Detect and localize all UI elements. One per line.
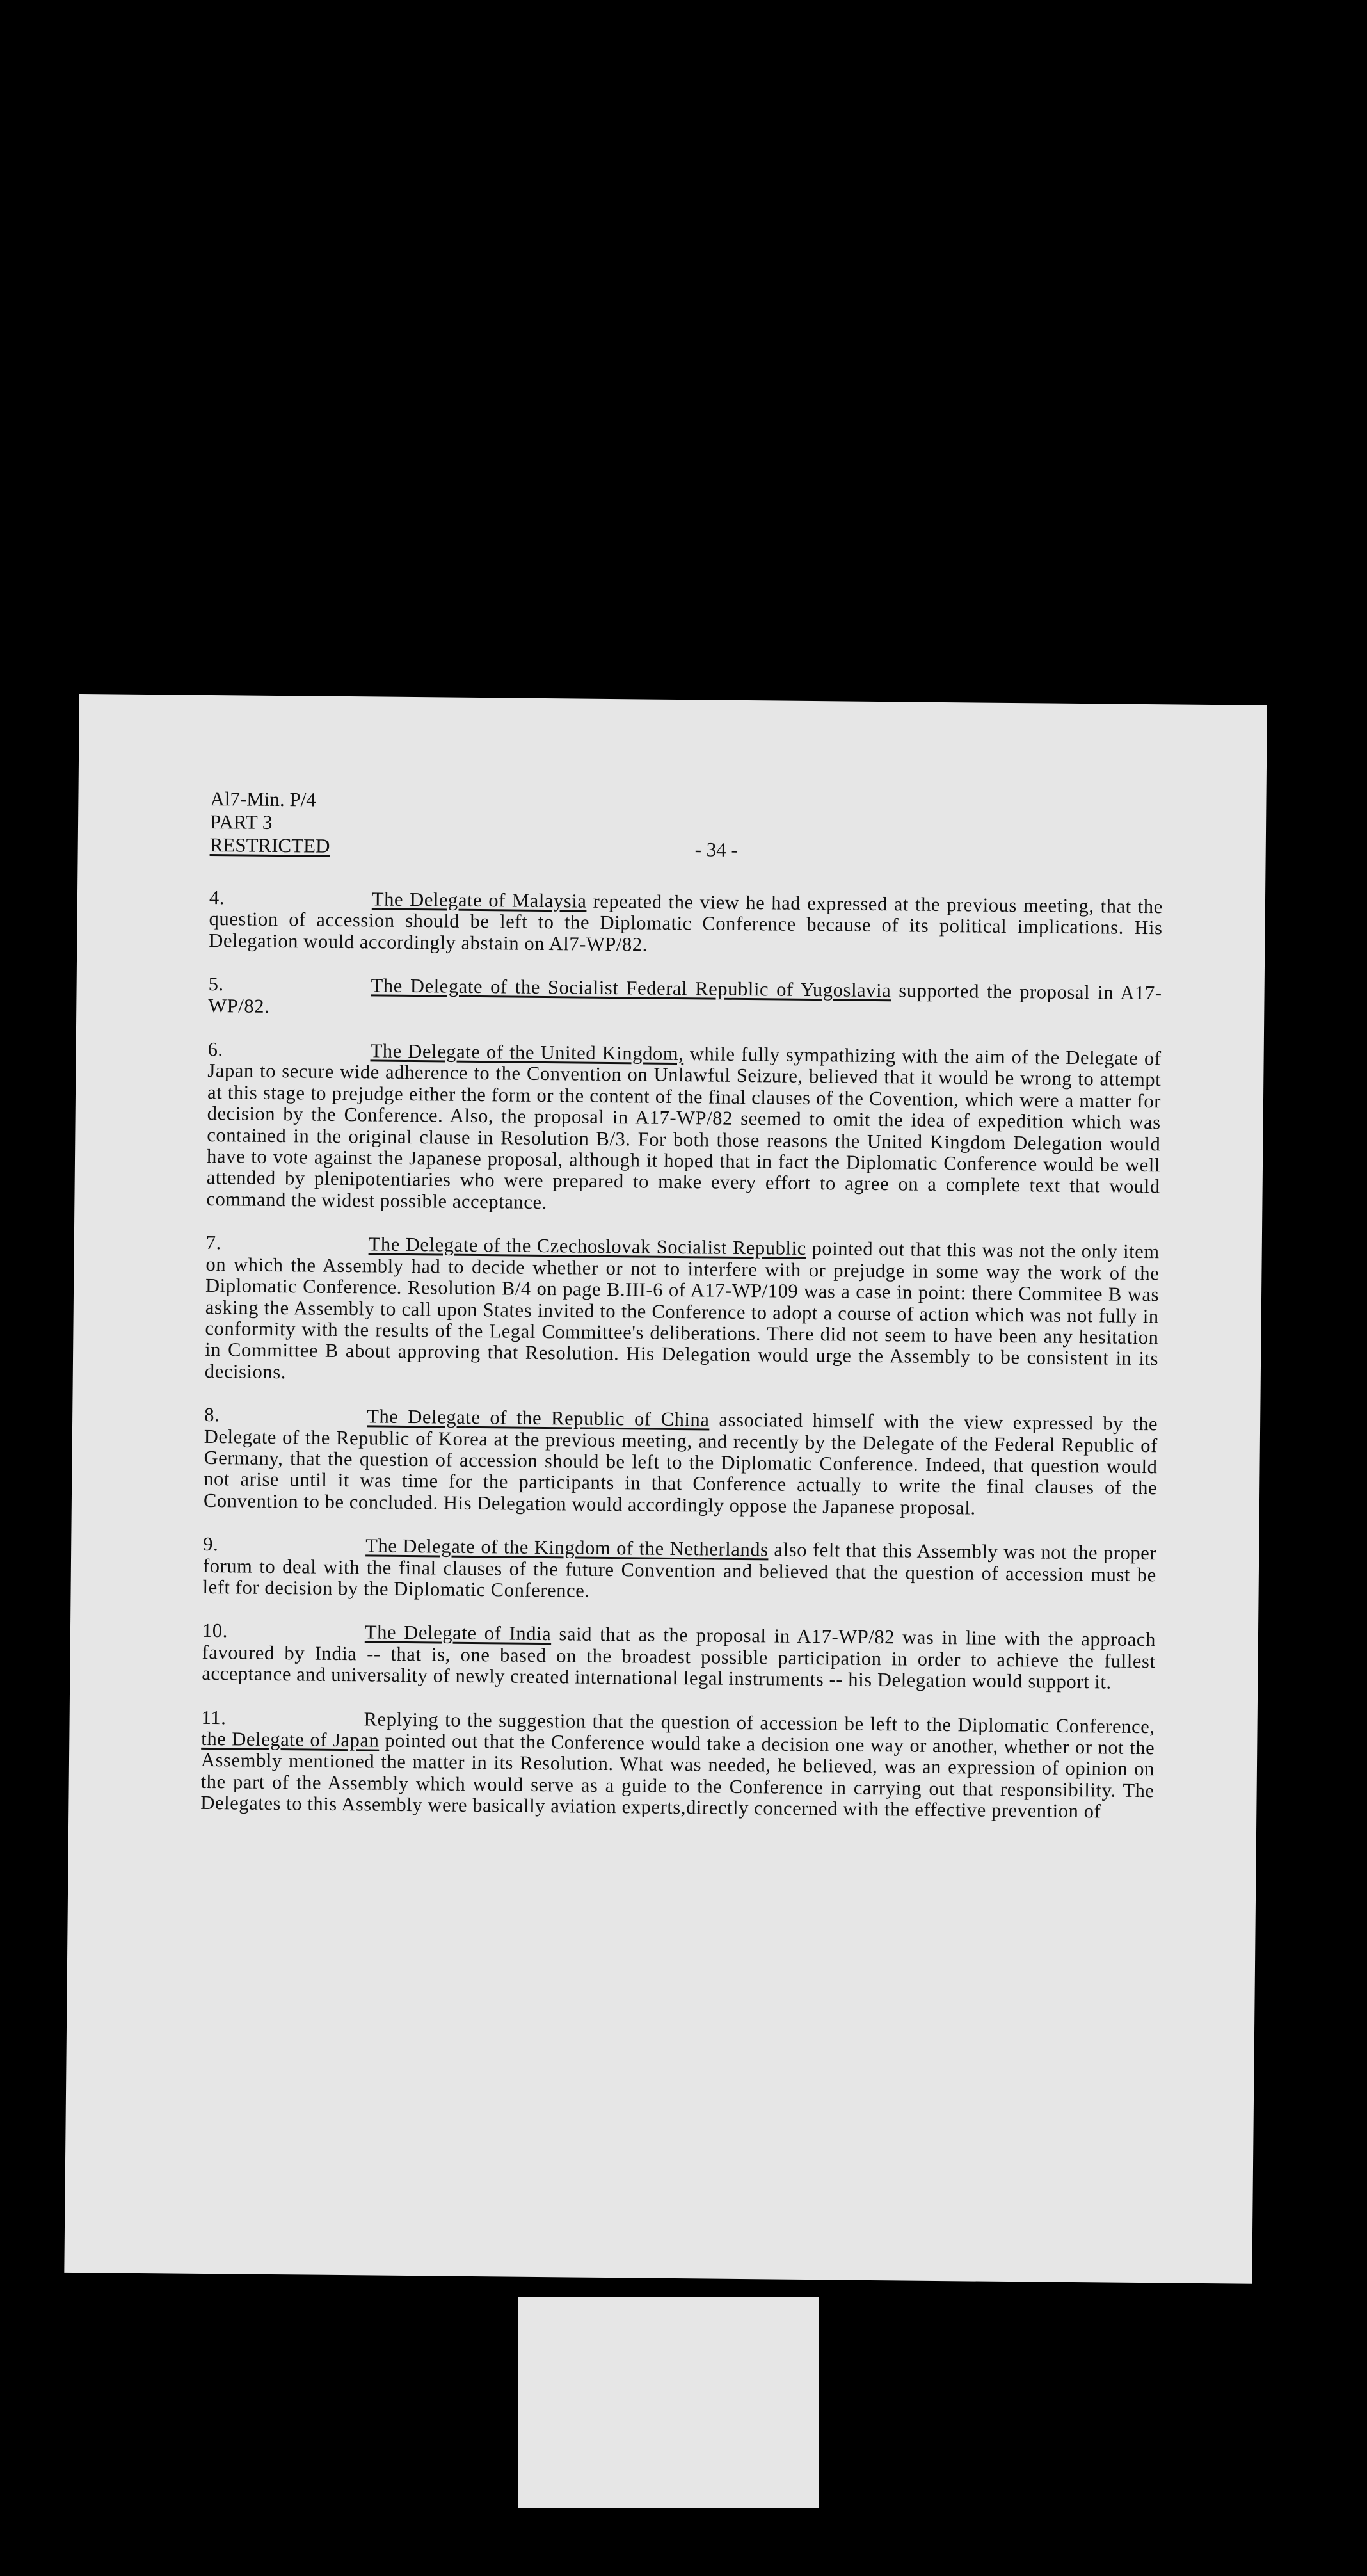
paragraph-6: [206, 1039, 1161, 1220]
paragraph-number: 9.: [203, 1533, 219, 1556]
paragraph-text: while fully sympathizing with the aim of the Delegate of Japan to secure wide adherence to the Convention on Unlawful Seizure, believed that it would be wrong to attempt at this stage to prejudge either the form or the content of the final clauses of the Covention, which were a matter for decision by the Conference. Also, the proposal in A17-WP/82 seemed to omit the idea of expedition which was contained in the original clause in Resolution B/3. For both those reasons the United Kingdom Delegation would have to vote against the Japanese proposal, although it hoped that in fact the Diplomatic Conference would be well attended by plenipotentiaries who were prepared to make every effort to agree on a complete text that would command the widest possible acceptance.: [206, 1043, 1162, 1213]
paragraph-4: [209, 887, 1163, 961]
blank-card: [518, 2297, 819, 2508]
paragraph-number: 7.: [205, 1232, 222, 1254]
speaker-name: The Delegate of the United Kingdom,: [370, 1040, 684, 1065]
paragraph-7: [205, 1232, 1160, 1391]
speaker-name: The Delegate of the Czechoslovak Socialist Republic: [368, 1233, 806, 1260]
paragraph-8: [204, 1405, 1158, 1520]
page-number: - 34 -: [694, 838, 739, 861]
paragraph-text: associated himself with the view expressed by the Delegate of the Republic of Korea at the previous meeting, and recently by the Delegate of the Federal Republic of Germany, that the question of accession should be left to the Diplomatic Conference. Indeed, that question would not arise until it was time for the participants in that Conference actually to write the final clauses of the Convention to be concluded. His Delegation would accordingly oppose the Japanese proposal.: [203, 1408, 1158, 1519]
paragraph-5: [208, 974, 1162, 1026]
speaker-name: The Delegate of Malaysia: [371, 888, 587, 912]
paragraph-text: pointed out that this was not the only item on which the Assembly had to decide whether or not to interfere with or prejudge in some way the work of the Diplomatic Conference. Resolution B/4 on page B.III-6 of A17-WP/109 was a case in point: there Commitee B was asking the Assembly to call upon States invited to the Conference to adopt a course of action which was not fully in conformity with the results of the Legal Committee's deliberations. There did not seem to have been any hesitation in Committee B about approving that Resolution. His Delegation would urge the Assembly to be consistent in its decisions.: [204, 1237, 1160, 1383]
minutes-body: [200, 887, 1163, 1846]
speaker-name: The Delegate of the Kingdom of the Netherlands: [365, 1534, 769, 1561]
paragraph-9: [202, 1534, 1156, 1607]
paragraph-number: 5.: [208, 973, 224, 995]
speaker-name: The Delegate of India: [364, 1621, 552, 1645]
speaker-name: the Delegate of Japan: [201, 1727, 380, 1751]
restricted-label: RESTRICTED: [209, 833, 330, 857]
document-reference: Al7-Min. P/4: [210, 787, 316, 811]
paragraph-number: 6.: [207, 1038, 223, 1061]
paragraph-11: [200, 1707, 1155, 1823]
paragraph-number: 10.: [202, 1620, 228, 1642]
document-part: PART 3: [209, 810, 273, 833]
paragraph-text: also felt that this Assembly was not the proper forum to deal with the final clauses of the future Convention and believed that the question of accession must be left for decision by the Diplomatic Conference.: [202, 1538, 1157, 1602]
document-page: [64, 694, 1267, 2284]
paragraph-text: repeated the view he had expressed at the previous meeting, that the question of accession should be left to the Diplomatic Conference because of its political implications. His Delegation would accordingly abstain on Al7-WP/82.: [209, 890, 1163, 956]
paragraph-number: 11.: [201, 1706, 227, 1728]
paragraph-text: supported the proposal in A17-WP/82.: [208, 979, 1162, 1017]
paragraph-text: said that as the proposal in A17-WP/82 was in line with the approach favoured by India -- that is, one based on the broadest possible participation in order to achieve the fullest acceptance and universality of newly created international legal instruments -- his Delegation would support it.: [202, 1623, 1156, 1693]
paragraph-text: pointed out that the Conference would take a decision one way or another, whether or not the Assembly mentioned the matter in its Resolution. What was needed, he believed, was an expression of opinion on the part of the Assembly which would serve as a guide to the Conference in carrying out that responsibility. The Delegates to this Assembly were basically aviation experts,directly concerned with the effective prevention of: [200, 1729, 1155, 1823]
speaker-name: The Delegate of the Republic of China: [367, 1405, 710, 1431]
document-header: [210, 787, 331, 858]
paragraph-10: [202, 1620, 1156, 1694]
paragraph-number: 4.: [209, 886, 225, 909]
paragraph-number: 8.: [204, 1404, 220, 1426]
paragraph-lead-text: Replying to the suggestion that the question of accession be left to the Diplomatic Conference,: [364, 1707, 1155, 1737]
speaker-name: The Delegate of the Socialist Federal Republic of Yugoslavia: [371, 974, 891, 1002]
